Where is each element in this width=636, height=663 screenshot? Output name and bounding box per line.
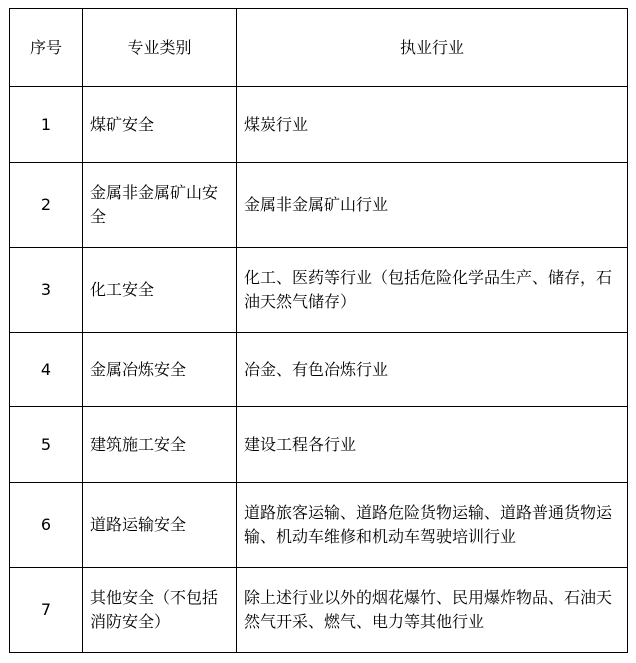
row-industry: 除上述行业以外的烟花爆竹、民用爆炸物品、石油天然气开采、燃气、电力等其他行业 <box>237 568 628 653</box>
row-industry: 道路旅客运输、道路危险货物运输、道路普通货物运输、机动车维修和机动车驾驶培训行业 <box>237 483 628 568</box>
row-industry: 建设工程各行业 <box>237 407 628 483</box>
row-industry: 金属非金属矿山行业 <box>237 163 628 248</box>
row-index: 1 <box>10 87 83 163</box>
table-row <box>10 163 628 248</box>
row-category: 道路运输安全 <box>83 483 237 568</box>
header-row <box>10 9 628 87</box>
table-row <box>10 568 628 653</box>
row-industry: 冶金、有色冶炼行业 <box>237 333 628 407</box>
row-category: 其他安全（不包括消防安全） <box>83 568 237 653</box>
row-category: 建筑施工安全 <box>83 407 237 483</box>
table-row <box>10 87 628 163</box>
row-index: 2 <box>10 163 83 248</box>
table-row <box>10 248 628 333</box>
row-industry: 化工、医药等行业（包括危险化学品生产、储存，石油天然气储存） <box>237 248 628 333</box>
header-industry: 执业行业 <box>237 9 628 87</box>
table-row <box>10 333 628 407</box>
row-index: 4 <box>10 333 83 407</box>
row-index: 5 <box>10 407 83 483</box>
header-index: 序号 <box>10 9 83 87</box>
row-category: 金属非金属矿山安全 <box>83 163 237 248</box>
row-industry: 煤炭行业 <box>237 87 628 163</box>
table-row <box>10 407 628 483</box>
industry-table <box>9 8 628 653</box>
header-category: 专业类别 <box>83 9 237 87</box>
row-category: 化工安全 <box>83 248 237 333</box>
row-index: 6 <box>10 483 83 568</box>
table-row <box>10 483 628 568</box>
row-index: 7 <box>10 568 83 653</box>
row-index: 3 <box>10 248 83 333</box>
row-category: 金属冶炼安全 <box>83 333 237 407</box>
row-category: 煤矿安全 <box>83 87 237 163</box>
